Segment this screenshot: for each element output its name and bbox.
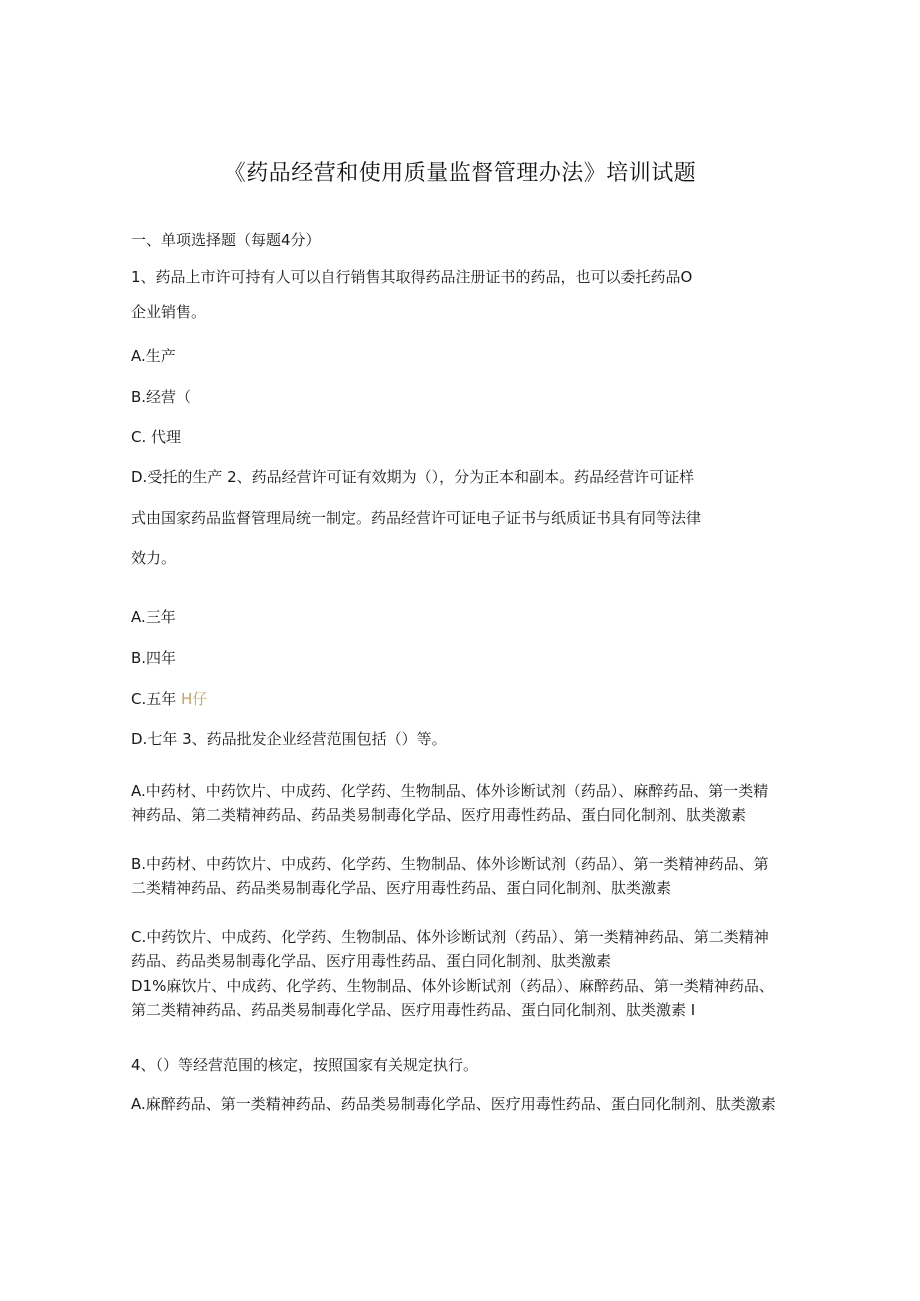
q2-option-d-q3-stem: D.七年 3、药品批发企业经营范围包括（）等。 [131,730,447,748]
section-heading: 一、单项选择题（每题4分） [131,231,321,249]
q2-option-a: A.三年 [131,608,176,626]
q1-stem-line2: 企业销售。 [131,303,207,321]
q3-option-c: C.中药饮片、中成药、化学药、生物制品、体外诊断试剂（药品）、第一类精神药品、第二类精神药品、药品类易制毒化学品、医疗用毒性药品、蛋白同化制剂、肽类激素 [131,928,769,971]
q1-option-b: B.经营（ [131,388,192,406]
q2-stem-line3: 效力。 [131,549,177,567]
q2-stem-line2: 式由国家药品监督管理局统一制定。药品经营许可证电子证书与纸质证书具有同等法律 [131,509,702,527]
q2-option-c-artifact: H仔 [181,690,208,708]
q2-option-b: B.四年 [131,649,177,667]
q1-option-d-q2-stem-line1: D.受托的生产 2、药品经营许可证有效期为（），分为正本和副本。药品经营许可证样 [131,468,695,486]
q2-option-c [131,688,791,710]
document-title: 《药品经营和使用质量监督管理办法》培训试题 [223,161,697,186]
q4-stem: 4、（）等经营范围的核定，按照国家有关规定执行。 [131,1056,479,1074]
q3-option-b: B.中药材、中药饮片、中成药、化学药、生物制品、体外诊断试剂（药品）、第一类精神药品、第二类精神药品、药品类易制毒化学品、医疗用毒性药品、蛋白同化制剂、肽类激素 [131,855,769,898]
q4-option-a: A.麻醉药品、第一类精神药品、药品类易制毒化学品、医疗用毒性药品、蛋白同化制剂、肽类激素 [131,1095,776,1113]
q3-option-d: D1%麻饮片、中成药、化学药、生物制品、体外诊断试剂（药品）、麻醉药品、第一类精神药品、第二类精神药品、药品类易制毒化学品、医疗用毒性药品、蛋白同化制剂、肽类激素 I [131,977,774,1020]
q1-option-c: C. 代理 [131,428,182,446]
q1-stem-line1: 1、药品上市许可持有人可以自行销售其取得药品注册证书的药品，也可以委托药品O [131,268,693,286]
q2-option-c-text: C.五年 [131,690,182,708]
q1-option-a: A.生产 [131,347,176,365]
q3-option-a: A.中药材、中药饮片、中成药、化学药、生物制品、体外诊断试剂（药品）、麻醉药品、第一类精神药品、第二类精神药品、药品类易制毒化学品、医疗用毒性药品、蛋白同化制剂、肽类激素 [131,782,769,825]
